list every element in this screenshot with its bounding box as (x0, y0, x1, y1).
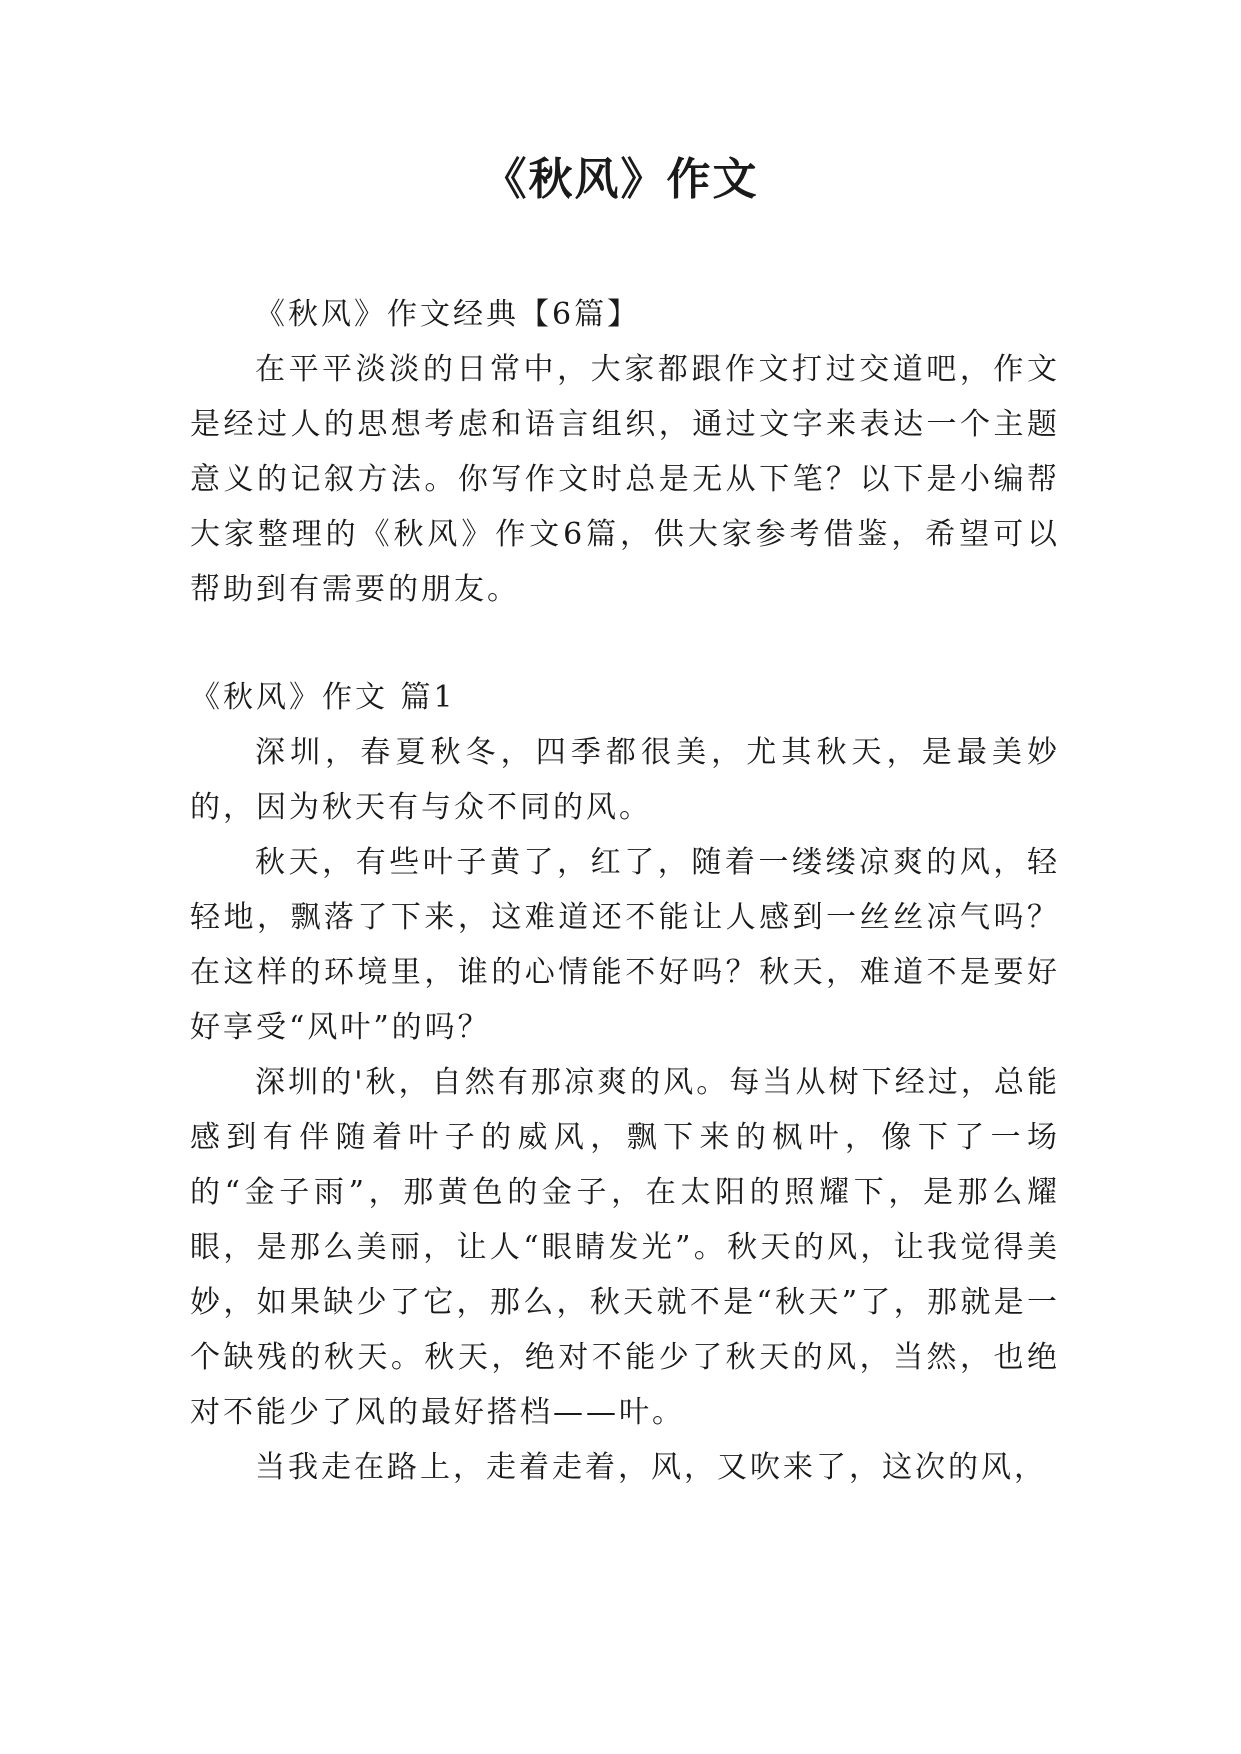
section-heading: 《秋风》作文 篇1 (190, 680, 456, 715)
body-paragraph: 深圳，春夏秋冬，四季都很美，尤其秋天，是最美妙的，因为秋天有与众不同的风。 (190, 735, 1060, 825)
document-body (190, 287, 1060, 1495)
document-subtitle: 《秋风》作文经典【6篇】 (255, 297, 641, 332)
intro-paragraph: 在平平淡淡的日常中，大家都跟作文打过交道吧，作文是经过人的思想考虑和语言组织，通过文字来表达一个主题意义的记叙方法。你写作文时总是无从下笔？以下是小编帮大家整理的《秋风》作文6篇，供大家参考借鉴，希望可以帮助到有需要的朋友。 (190, 352, 1060, 607)
body-paragraph: 当我走在路上，走着走着，风，又吹来了，这次的风， (255, 1450, 1047, 1485)
document-title: 《秋风》作文 (482, 154, 759, 205)
body-paragraph: 深圳的'秋，自然有那凉爽的风。每当从树下经过，总能感到有伴随着叶子的威风，飘下来的枫叶，像下了一场的“金子雨”，那黄色的金子，在太阳的照耀下，是那么耀眼，是那么美丽，让人“眼睛发光”。秋天的风，让我觉得美妙，如果缺少了它，那么，秋天就不是“秋天”了，那就是一个缺残的秋天。秋天，绝对不能少了秋天的风，当然，也绝对不能少了风的最好搭档——叶。 (190, 1065, 1060, 1430)
body-paragraph: 秋天，有些叶子黄了，红了，随着一缕缕凉爽的风，轻轻地，飘落了下来，这难道还不能让人感到一丝丝凉气吗？在这样的环境里，谁的心情能不好吗？秋天，难道不是要好好享受“风叶”的吗？ (190, 845, 1060, 1045)
